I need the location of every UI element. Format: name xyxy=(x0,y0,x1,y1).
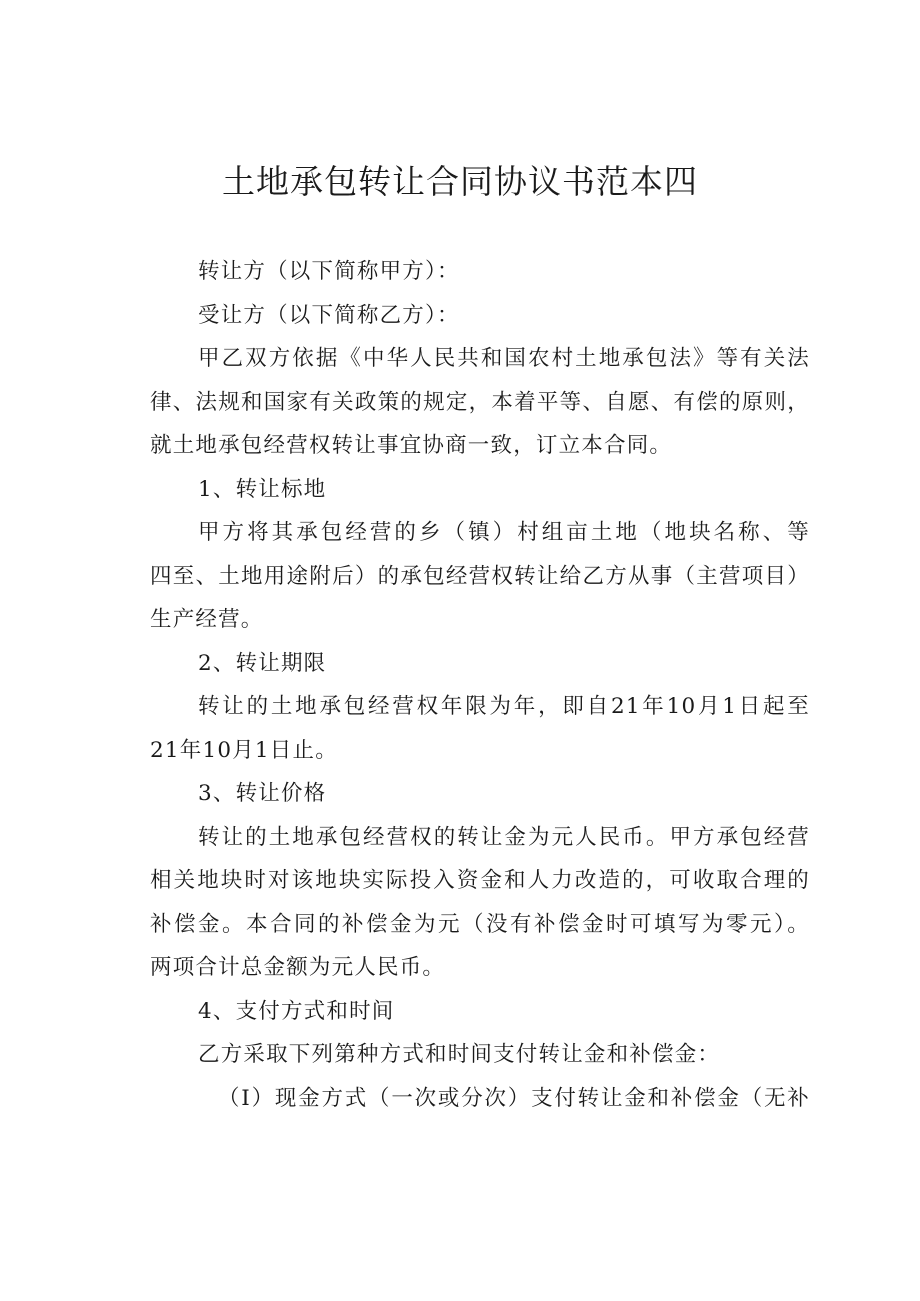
document-title: 土地承包转让合同协议书范本四 xyxy=(222,162,698,201)
party-a-line: 转让方（以下简称甲方）： xyxy=(198,259,460,284)
section-1-line-1: 甲方将其承包经营的乡（镇）村组亩土地（地块名称、等 xyxy=(198,520,810,545)
section-4-line-2: （I）现金方式（一次或分次）支付转让金和补偿金（无补 xyxy=(218,1085,810,1111)
section-3-line-4: 两项合计总金额为元人民币。 xyxy=(150,955,446,980)
section-3-line-1: 转让的土地承包经营权的转让金为元人民币。甲方承包经营 xyxy=(198,824,810,850)
preamble-line-2: 律、法规和国家有关政策的规定，本着平等、自愿、有偿的原则， xyxy=(150,389,810,415)
section-2-line-2: 21年10月1日止。 xyxy=(150,737,338,763)
document-body xyxy=(150,250,810,1120)
section-4-line-1: 乙方采取下列第种方式和时间支付转让金和补偿金： xyxy=(198,1042,721,1067)
section-2-line-1: 转让的土地承包经营权年限为年，即自21年10月1日起至 xyxy=(198,694,810,719)
preamble-line-1: 甲乙双方依据《中华人民共和国农村土地承包法》等有关法 xyxy=(198,346,810,371)
section-3-line-3: 补偿金。本合同的补偿金为元（没有补偿金时可填写为零元）。 xyxy=(150,911,810,937)
party-b-line: 受让方（以下简称乙方）： xyxy=(198,302,460,328)
preamble-line-3: 就土地承包经营权转让事宜协商一致，订立本合同。 xyxy=(150,433,673,458)
section-heading-1: 1、转让标地 xyxy=(198,476,327,502)
section-1-line-3: 生产经营。 xyxy=(150,607,264,632)
section-heading-4: 4、支付方式和时间 xyxy=(198,998,395,1024)
section-1-line-2: 四至、土地用途附后）的承包经营权转让给乙方从事（主营项目） xyxy=(150,563,810,589)
section-heading-3: 3、转让价格 xyxy=(198,781,327,806)
section-heading-2: 2、转让期限 xyxy=(198,650,327,676)
section-3-line-2: 相关地块时对该地块实际投入资金和人力改造的，可收取合理的 xyxy=(150,868,810,893)
